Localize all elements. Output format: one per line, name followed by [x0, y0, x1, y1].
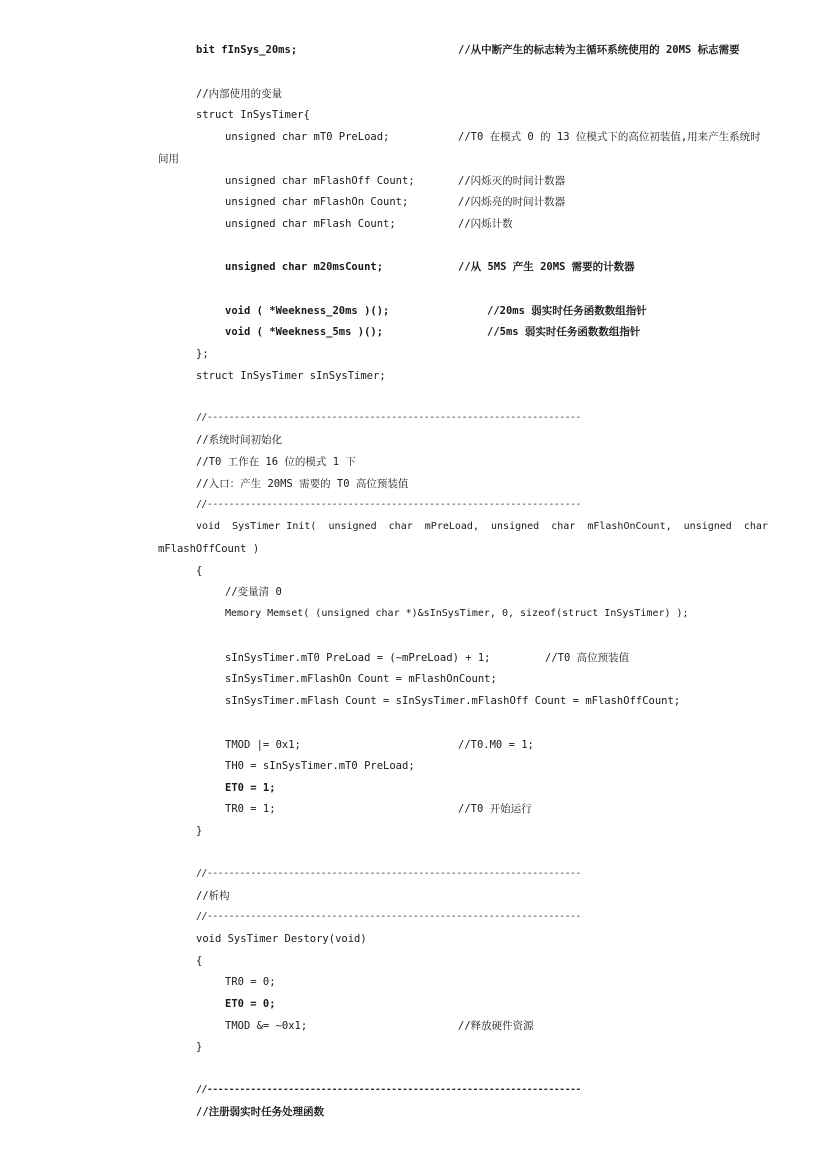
comment-init-entry: //入口：产生 20MS 需要的 T0 高位预装值	[196, 478, 409, 490]
assign-preload-comment: //T0 高位预装值	[545, 652, 630, 664]
tmod-clear: TMOD &= ~0x1;	[225, 1020, 308, 1032]
comment-internal-vars: //内部使用的变量	[196, 88, 283, 100]
flag-declaration: bit fInSys_20ms;	[196, 44, 298, 56]
separator-line: //---------------------------------------------------------------------	[196, 911, 581, 922]
tmod-set: TMOD |= 0x1;	[225, 739, 301, 751]
field-flashoff-comment: //闪烁灭的时间计数器	[458, 175, 566, 187]
init-function-signature-wrap: mFlashOffCount )	[158, 543, 260, 555]
comment-init-mode: //T0 工作在 16 位的模式 1 下	[196, 456, 356, 468]
memset-call: Memory Memset( (unsigned char *)&sInSysTimer, 0, sizeof(struct InSysTimer) );	[225, 608, 689, 619]
field-20ms-count: unsigned char m20msCount;	[225, 261, 384, 273]
field-weekness-20ms: void ( *Weekness_20ms )();	[225, 305, 390, 317]
separator-line: //---------------------------------------------------------------------	[196, 499, 581, 510]
struct-instance: struct InSysTimer sInSysTimer;	[196, 370, 386, 382]
th0-assign: TH0 = sInSysTimer.mT0 PreLoad;	[225, 760, 415, 772]
field-flashon-comment: //闪烁亮的时间计数器	[458, 196, 566, 208]
field-weekness-5ms-comment: //5ms 弱实时任务函数数组指针	[487, 326, 641, 338]
separator-line: //---------------------------------------------------------------------	[196, 868, 581, 879]
separator-line: //---------------------------------------------------------------------	[196, 412, 581, 423]
assign-flash-count: sInSysTimer.mFlash Count = sInSysTimer.mFlashOff Count = mFlashOffCount;	[225, 695, 681, 707]
destory-brace-close: }	[196, 1041, 203, 1053]
field-flashon: unsigned char mFlashOn Count;	[225, 196, 409, 208]
comment-register-weak-tasks: //注册弱实时任务处理函数	[196, 1106, 325, 1118]
comment-init-title: //系统时间初始化	[196, 434, 283, 446]
tr0-start: TR0 = 1;	[225, 803, 276, 815]
field-flashoff: unsigned char mFlashOff Count;	[225, 175, 415, 187]
assign-flashon: sInSysTimer.mFlashOn Count = mFlashOnCount;	[225, 673, 497, 685]
init-brace-close: }	[196, 825, 203, 837]
field-20ms-count-comment: //从 5MS 产生 20MS 需要的计数器	[458, 261, 635, 273]
field-preload-comment-wrap: 间用	[158, 153, 179, 165]
tmod-clear-comment: //释放硬件资源	[458, 1020, 534, 1032]
comment-destructor: //析构	[196, 890, 230, 902]
field-flash-count: unsigned char mFlash Count;	[225, 218, 396, 230]
assign-preload: sInSysTimer.mT0 PreLoad = (~mPreLoad) + 1;	[225, 652, 491, 664]
field-flash-count-comment: //闪烁计数	[458, 218, 513, 230]
init-function-signature: void SysTimer Init( unsigned char mPreLoad, unsigned char mFlashOnCount, unsigned char	[196, 521, 768, 532]
tmod-set-comment: //T0.M0 = 1;	[458, 739, 534, 751]
field-weekness-20ms-comment: //20ms 弱实时任务函数数组指针	[487, 305, 647, 317]
init-brace-open: {	[196, 565, 203, 577]
tr0-stop: TR0 = 0;	[225, 976, 276, 988]
separator-line: //---------------------------------------------------------------------	[196, 1084, 581, 1095]
destory-function-signature: void SysTimer Destory(void)	[196, 933, 367, 945]
struct-close: };	[196, 348, 209, 360]
destory-brace-open: {	[196, 955, 203, 967]
tr0-start-comment: //T0 开始运行	[458, 803, 532, 815]
struct-header: struct InSysTimer{	[196, 109, 310, 121]
et0-disable: ET0 = 0;	[225, 998, 276, 1010]
flag-comment: //从中断产生的标志转为主循环系统使用的 20MS 标志需要	[458, 44, 740, 56]
comment-clear-vars: //变量清 0	[225, 586, 282, 598]
et0-enable: ET0 = 1;	[225, 782, 276, 794]
field-preload: unsigned char mT0 PreLoad;	[225, 131, 390, 143]
field-preload-comment: //T0 在模式 0 的 13 位模式下的高位初装值,用来产生系统时	[458, 131, 761, 143]
field-weekness-5ms: void ( *Weekness_5ms )();	[225, 326, 384, 338]
